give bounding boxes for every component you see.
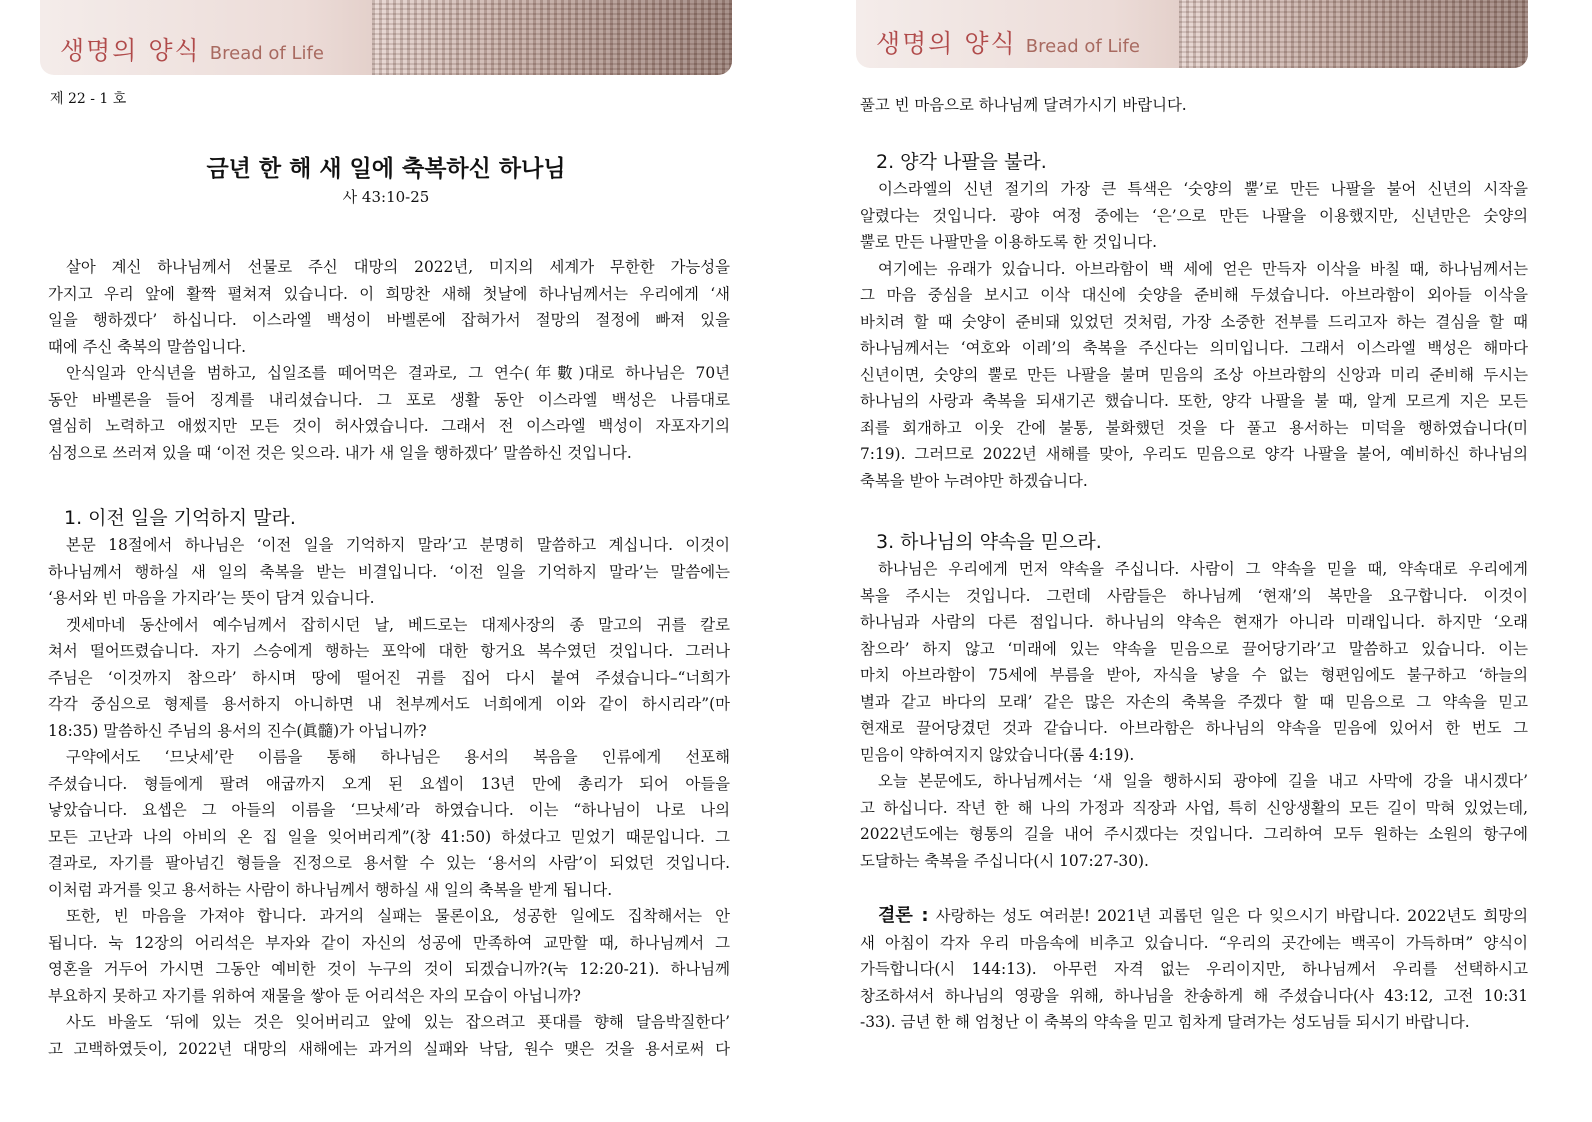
- text-line: 열심히 노력하고 애썼지만 모든 것이 허사였습니다. 그래서 전 이스라엘 백성이 자포자기의: [48, 417, 730, 435]
- text-line: ‘용서와 빈 마음을 가지라’는 뜻이 담겨 있습니다.: [48, 589, 375, 607]
- scripture-reference: 사 43:10-25: [342, 188, 430, 206]
- text-line: 창조하셔서 하나님의 영광을 위해, 하나님을 찬송하게 해 주셨습니다(사 43:12, 고전 10:31: [860, 986, 1528, 1005]
- text-line: 때에 주신 축복의 말씀입니다.: [48, 337, 246, 356]
- text-line: 안식일과 안식년을 범하고, 십일조를 떼어먹은 결과로, 그 연수(年數)대로 하나님은 70년: [66, 364, 730, 382]
- banner-title: [60, 31, 324, 67]
- text-line: 신년이면, 숫양의 뿔로 만든 나팔을 불며 믿음의 조상 아브라함의 신앙과 미리 준비해 두시는: [860, 365, 1528, 384]
- text-line: 낳았습니다. 요셉은 그 아들의 이름을 ‘므낫세’라 하였습니다. 이는 “하나님이 나로 나의: [48, 801, 730, 819]
- header-banner: [856, 0, 1528, 68]
- text-line: 쳐서 떨어뜨렸습니다. 자기 스승에게 행하는 포악에 대한 항거요 복수였던 것입니다. 그러나: [48, 642, 730, 660]
- section-3: [860, 528, 1528, 874]
- continuation: [860, 92, 1528, 119]
- text-line: 하나님께서는 ‘여호와 이레’의 축복을 주신다는 의미입니다. 그래서 이스라엘 백성은 해마다: [860, 339, 1528, 357]
- text-line: 영혼을 거두어 가시면 그동안 예비한 것이 누구의 것이 되겠습니까?(눅 12:20-21). 하나님께: [48, 960, 730, 978]
- section-heading: 2. 양각 나팔을 불라.: [876, 151, 1047, 173]
- text-line: 고 고백하였듯이, 2022년 대망의 새해에는 과거의 실패와 낙담, 원수 맺은 것을 용서로써 다: [48, 1039, 730, 1058]
- text-line: 가득합니다(시 144:13). 아무런 자격 없는 우리이지만, 하나님께서 우리를 선택하시고: [860, 960, 1528, 978]
- text-line: 마치 아브라함이 75세에 부름을 받아, 자식을 낳을 수 없는 형편임에도 불구하고 ‘하늘의: [860, 666, 1528, 684]
- text-line: 이스라엘의 신년 절기의 가장 큰 특색은 ‘숫양의 뿔’로 만든 나팔을 불어 신년의 시작을: [878, 180, 1528, 198]
- banner-title-korean: 생명의 양식: [876, 29, 1017, 58]
- text-line: 7:19). 그러므로 2022년 새해를 맞아, 우리도 믿음으로 양각 나팔을 불어, 예비하신 하나님의: [860, 445, 1528, 463]
- text-line: 여기에는 유래가 있습니다. 아브라함이 백 세에 얻은 만득자 이삭을 바칠 때, 하나님께서는: [878, 259, 1528, 278]
- text-line: 현재로 끌어당겼던 것과 같습니다. 아브라함은 하나님의 약속을 믿음에 있어서 한 번도 그: [860, 719, 1528, 737]
- banner-title-english: Bread of Life: [1025, 36, 1140, 57]
- section-heading: 3. 하나님의 약속을 믿으라.: [876, 531, 1102, 553]
- text-line: 새 아침이 각자 우리 마음속에 비추고 있습니다. “우리의 곳간에는 백곡이 가득하며” 양식이: [860, 933, 1528, 952]
- text-line: 하나님의 사랑과 축복을 되새기곤 했습니다. 또한, 양각 나팔을 불 때, 알게 모르게 지은 모든: [860, 392, 1528, 410]
- text-line: 축복을 받아 누려야만 하겠습니다.: [860, 471, 1088, 490]
- text-line: 참으라’ 하지 않고 ‘미래에 있는 약속을 믿음으로 끌어당기라’고 말씀하고 있습니다. 이는: [860, 639, 1528, 658]
- sermon-title: 금년 한 해 새 일에 축복하신 하나님: [206, 156, 566, 182]
- conclusion-label: 결론 :: [878, 905, 929, 926]
- text-line: 겟세마네 동산에서 예수님께서 잡히시던 날, 베드로는 대제사장의 종 말고의 귀를 칼로: [66, 615, 730, 634]
- conclusion-first-line: [860, 903, 1528, 930]
- issue-number: 제 22 - 1 호: [50, 91, 127, 107]
- text-line: 각각 중심으로 형제를 용서하지 아니하면 내 천부께서도 너희에게 이와 같이 하시리라”(마: [48, 695, 730, 713]
- text-line: 주님은 ‘이것까지 참으라’ 하시며 땅에 떨어진 귀를 집어 다시 붙여 주셨습니다–“너희가: [48, 668, 730, 687]
- section-1: [48, 504, 730, 1062]
- text-line: 또한, 빈 마음을 가져야 합니다. 과거의 실패는 물론이요, 성공한 일에도 집착해서는 안: [66, 907, 730, 925]
- text-line: 됩니다. 눅 12장의 어리석은 부자와 같이 자신의 성공에 만족하여 교만할 때, 하나님께서 그: [48, 933, 730, 952]
- text-line: 18:35) 말씀하신 주님의 용서의 진수(眞髓)가 아닙니까?: [48, 721, 427, 740]
- text-line: 고 하십니다. 작년 한 해 나의 가정과 직장과 사업, 특히 신앙생활의 모든 길이 막혀 있었는데,: [860, 798, 1528, 817]
- banner-title-english: Bread of Life: [209, 43, 324, 64]
- text-line: 믿음이 약하여지지 않았습니다(롬 4:19).: [860, 745, 1135, 764]
- text-line: 심정으로 쓰러져 있을 때 ‘이전 것은 잊으라. 내가 새 일을 행하겠다’ 말씀하신 것입니다.: [48, 443, 632, 462]
- conclusion: [860, 903, 1528, 1036]
- banner-title-korean: 생명의 양식: [60, 36, 201, 65]
- text-line: 죄를 회개하고 이웃 간에 불통, 불화했던 것을 다 풀고 용서하는 미덕을 행하였습니다(미: [860, 418, 1528, 437]
- text-line: 하나님께서 행하실 새 일의 축복을 받는 비결입니다. ‘이전 일을 기억하지 말라’는 말씀에는: [48, 562, 730, 581]
- text-line: 그 마음 중심을 보시고 이삭 대신에 숫양을 준비해 두셨습니다. 아브라함이 외아들 이삭을: [860, 286, 1528, 304]
- text-line: 가지고 우리 앞에 활짝 펼쳐져 있습니다. 이 희망찬 새해 첫날에 하나님께서는 우리에게 ‘새: [48, 284, 730, 303]
- text-line: 바치려 할 때 숫양이 준비돼 있었던 것처럼, 가장 소중한 전부를 드리고자 하는 결심을 할 때: [860, 312, 1528, 331]
- text-line: 풀고 빈 마음으로 하나님께 달려가시기 바랍니다.: [860, 96, 1187, 114]
- text-line: 모든 고난과 나의 아비의 온 집 일을 잊어버리게”(창 41:50) 하셨다고 믿었기 때문입니다. 그: [48, 827, 730, 846]
- banner-crowd-photo: [372, 0, 732, 75]
- section-heading: 1. 이전 일을 기억하지 말라.: [64, 507, 296, 529]
- text-line: 도달하는 축복을 주십니다(시 107:27-30).: [860, 851, 1149, 870]
- section-2: [860, 148, 1528, 494]
- text-line: 별과 같고 바다의 모래’ 같은 많은 자손의 축복을 주겠다 할 때 믿음으로 그 약속을 믿고: [860, 692, 1528, 711]
- right-page: [856, 0, 1528, 1122]
- left-page: [40, 0, 732, 1122]
- text-line: 결과로, 자기를 팔아넘긴 형들을 진정으로 용서할 수 있는 ‘용서의 사람’이 되었던 것입니다.: [48, 854, 730, 872]
- banner-title: [876, 24, 1140, 60]
- text-line: 복을 주시는 것입니다. 그런데 사람들은 하나님께 ‘현재’의 복만을 요구합니다. 이것이: [860, 586, 1528, 605]
- text-line: 일을 행하겠다’ 하십니다. 이스라엘 백성이 바벨론에 잡혀가서 절망의 절정에 빠져 있을: [48, 311, 730, 329]
- text-line: 구약에서도 ‘므낫세’란 이름을 통해 하나님은 용서의 복음을 인류에게 선포해: [66, 748, 730, 766]
- text-line: 하나님과 사람의 다른 점입니다. 하나님의 약속은 현재가 아니라 미래입니다. 하지만 ‘오래: [860, 613, 1528, 631]
- text-line: 하나님은 우리에게 먼저 약속을 주십니다. 사람이 그 약속을 믿을 때, 약속대로 우리에게: [878, 560, 1528, 578]
- text-line: 살아 계신 하나님께서 선물로 주신 대망의 2022년, 미지의 세계가 무한한 가능성을: [66, 258, 730, 276]
- text-line: 뿔로 만든 나팔만을 이용하도록 한 것입니다.: [860, 233, 1157, 251]
- header-banner: [40, 0, 732, 75]
- text-line: 주셨습니다. 형들에게 팔려 애굽까지 오게 된 요셉이 13년 만에 총리가 되어 아들을: [48, 774, 730, 793]
- conclusion-text: 사랑하는 성도 여러분! 2021년 괴롭던 일은 다 잊으시기 바랍니다. 2022년도 희망의: [935, 907, 1528, 925]
- text-line: -33). 금년 한 해 엄청난 이 축복의 약속을 믿고 힘차게 달려가는 성도님들 되시기 바랍니다.: [860, 1013, 1470, 1031]
- banner-crowd-photo: [1179, 0, 1528, 68]
- text-line: 동안 바벨론을 들어 징계를 내리셨습니다. 그 포로 생활 동안 이스라엘 백성은 나름대로: [48, 390, 730, 409]
- text-line: 사도 바울도 ‘뒤에 있는 것은 잊어버리고 앞에 있는 잡으려고 푯대를 향해 달음박질한다’: [66, 1013, 730, 1031]
- text-line: 이처럼 과거를 잊고 용서하는 사람이 하나님께서 행하실 새 일의 축복을 받게 됩니다.: [48, 880, 613, 899]
- text-line: 오늘 본문에도, 하나님께서는 ‘새 일을 행하시되 광야에 길을 내고 사막에 강을 내시겠다’: [878, 772, 1528, 790]
- text-line: 알렸다는 것입니다. 광야 여정 중에는 ‘은’으로 만든 나팔을 이용했지만, 신년만은 숫양의: [860, 206, 1528, 225]
- text-line: 본문 18절에서 하나님은 ‘이전 일을 기억하지 말라’고 분명히 말씀하고 계십니다. 이것이: [66, 536, 730, 554]
- text-line: 부요하지 못하고 자기를 위하여 재물을 쌓아 둔 어리석은 자의 모습이 아닙니까?: [48, 986, 581, 1005]
- intro-paragraphs: [48, 254, 730, 466]
- text-line: 2022년도에는 형통의 길을 내어 주시겠다는 것입니다. 그리하여 모두 원하는 소원의 항구에: [860, 825, 1528, 843]
